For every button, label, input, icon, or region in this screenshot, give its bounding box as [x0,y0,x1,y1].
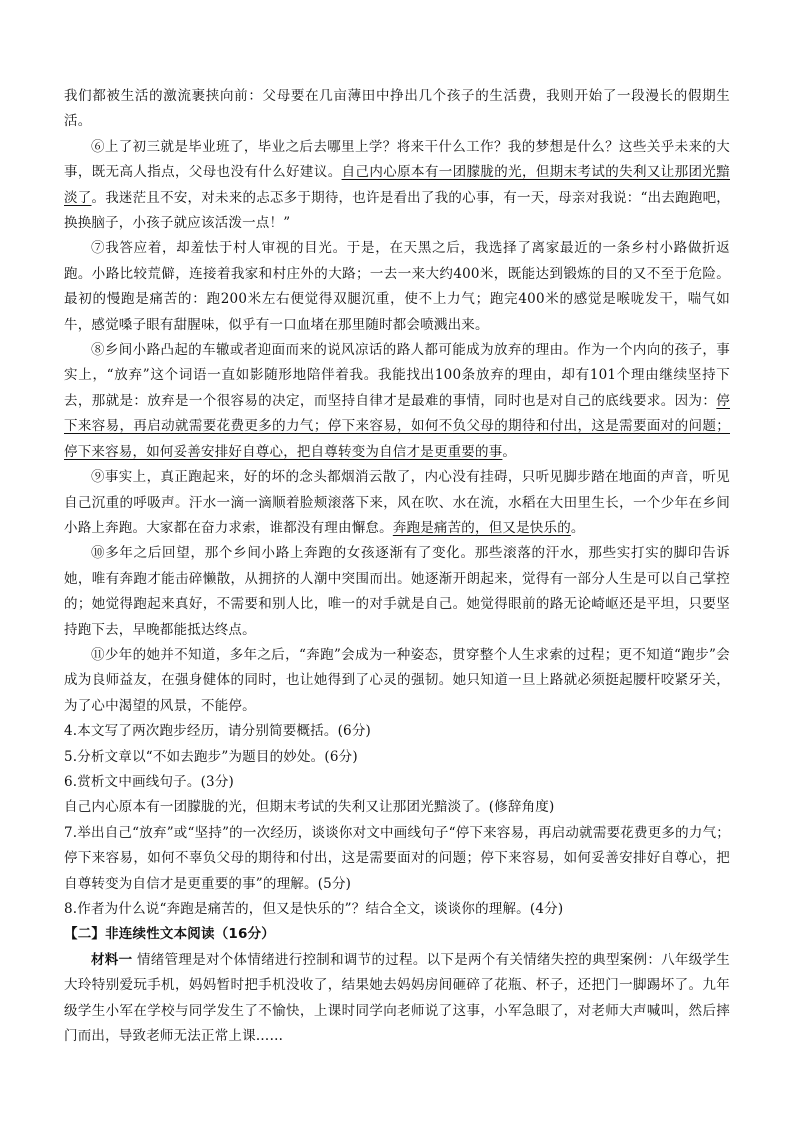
paragraph-6 [64,135,730,237]
p9-underlined-sentence: 奔跑是痛苦的，但又是快乐的 [392,519,571,536]
p8-text-a: ⑧乡间小路凸起的车辙或者迎面而来的说风凉话的路人都可能成为放弃的理由。作为一个内向的孩子，事实上，“放弃”这个词语一直如影随形地陪伴着我。我能找出100条放弃的理由，却有101个理由继续坚持下去，那就是：放弃是一个很容易的决定，而坚持自律才是最难的事情，同时也是对自己的底线要求。因为： [64,342,730,409]
p8-underlined-sentence: 停下来容易，再启动就需要花费更多的力气；停下来容易，如何不负父母的期待和付出，这是需要面对的问题；停下来容易，如何妥善安排好自尊心，把自尊转变为自信才是更重要的事 [64,392,730,460]
material-one-text: 情绪管理是对个体情绪进行控制和调节的过程。以下是两个有关情绪失控的典型案例：八年级学生大玲特别爱玩手机，妈妈暂时把手机没收了，结果她去妈妈房间砸碎了花瓶、杯子，还把门一脚踢坏了。九年级学生小军在学校与同学发生了不愉快，上课时同学向老师说了这事，小军急眼了，对老师大声喊叫，然后摔门而出，导致老师无法正常上课…… [64,951,730,1045]
question-4: 4.本文写了两次跑步经历，请分别简要概括。(6分) [64,723,372,740]
p8-text-b: 。 [502,443,517,460]
question-6-sentence: 自己内心原本有一团朦胧的光，但期末考试的失利又让那团光黯淡了。(修辞角度) [64,799,555,816]
question-6: 6.赏析文中画线句子。(3分) [64,773,235,790]
question-5: 5.分析文章以“不如去跑步”为题目的妙处。(6分) [64,748,358,765]
document-page [64,84,730,1049]
paragraph-9 [64,465,730,541]
material-one-label: 材料一 [91,951,133,968]
section-heading: 【二】非连续性文本阅读（16分） [64,926,275,943]
question-7: 7.举出自己“放弃”或“坚持”的一次经历，谈谈你对文中画线句子“停下来容易，再启动就需要花费更多的力气；停下来容易，如何不辜负父母的期待和付出，这是需要面对的问题；停下来容易，如何妥善安排好自尊心，把自尊转变为自信才是更重要的事”的理解。(5分) [64,824,730,892]
paragraph-intro: 我们都被生活的激流裹挟向前：父母要在几亩薄田中挣出几个孩子的生活费，我则开始了一段漫长的假期生活。 [64,88,730,130]
paragraph-10: ⑩多年之后回望，那个乡间小路上奔跑的女孩逐渐有了变化。那些滚落的汗水，那些实打实的脚印告诉她，唯有奔跑才能击碎懒散，从拥挤的人潮中突围而出。她逐渐开朗起来，觉得有一部分人生是可以自己掌控的；她觉得跑起来真好，不需要和别人比，唯一的对手就是自己。她觉得眼前的路无论崎岖还是平坦，只要坚持跑下去，早晚都能抵达终点。 [64,545,730,638]
paragraph-11: ⑪少年的她并不知道，多年之后，“奔跑”会成为一种姿态，贯穿整个人生求索的过程；更不知道“跑步”会成为良师益友，在强身健体的同时，也让她得到了心灵的强韧。她只知道一旦上路就必须挺起腰杆咬紧牙关，为了心中渴望的风景，不能停。 [64,646,730,714]
p9-text-a: ⑨事实上，真正跑起来，好的坏的念头都烟消云散了，内心没有挂碍，只听见脚步踏在地面的声音，听见自己沉重的呼吸声。汗水一滴一滴顺着脸颊滚落下来，风在吹、水在流，水稻在大田里生长，一个少年在乡间小路上奔跑。大家都在奋力求索，谁都没有理由懈怠。 [64,469,730,536]
p6-text-a: ⑥上了初三就是毕业班了，毕业之后去哪里上学？将来干什么工作？我的梦想是什么？这些关乎未来的大事，既无高人指点，父母也没有什么好建议。 [64,138,730,181]
paragraph-7: ⑦我答应着，却羞怯于村人审视的目光。于是，在天黑之后，我选择了离家最近的一条乡村小路做折返跑。小路比较荒僻，连接着我家和村庄外的大路；一去一来大约400米，既能达到锻炼的目的又不至于危险。最初的慢跑是痛苦的：跑200米左右便觉得双腿沉重，使不上力气；跑完400米的感觉是喉咙发干，喘气如牛，感觉嗓子眼有甜腥味，似乎有一口血堵在那里随时都会喷溅出来。 [64,240,730,333]
paragraph-8 [64,338,730,465]
p9-text-b: 。 [570,519,585,536]
p6-underlined-sentence: 自己内心原本有一团朦胧的光，但期末考试的失利又让那团光黯淡了 [64,164,730,206]
material-one-paragraph [64,948,730,1050]
question-8: 8.作者为什么说“奔跑是痛苦的，但又是快乐的”？结合全文，谈谈你的理解。(4分) [64,901,564,917]
p6-text-b: 。我迷茫且不安，对未来的忐忑多于期待，也许是看出了我的心事，有一天，母亲对我说：“出去跑跑吧，换换脑子，小孩子就应该活泼一点！” [64,189,730,232]
